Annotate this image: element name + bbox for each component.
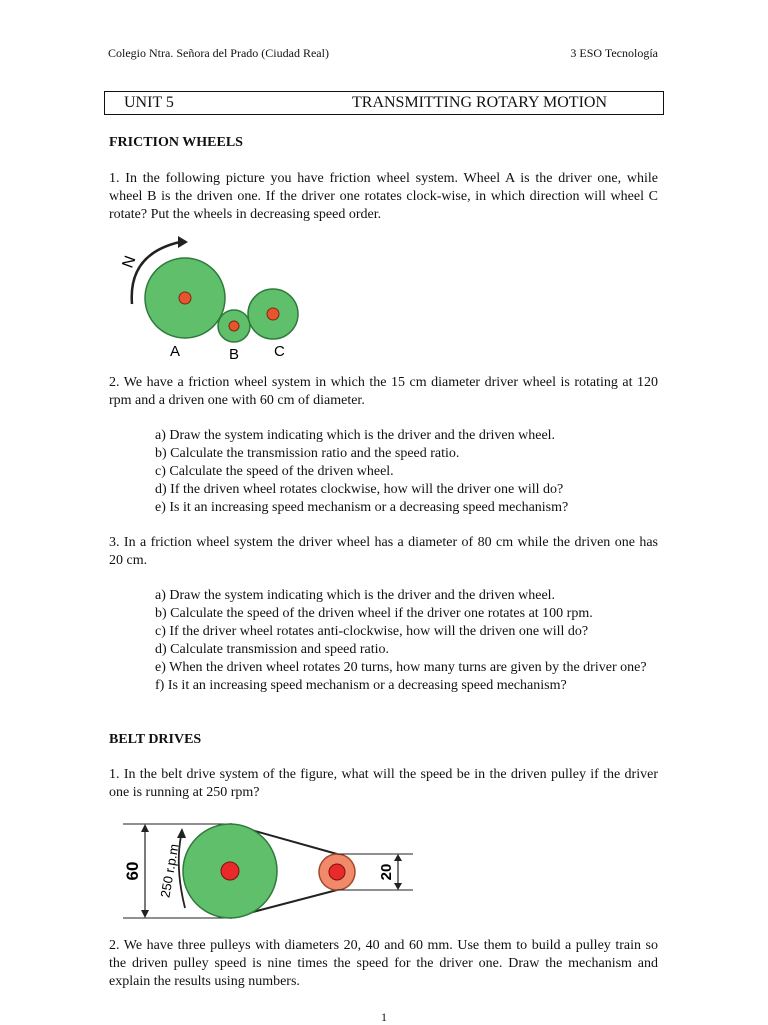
q2-item-b: b) Calculate the transmission ratio and the speed ratio. bbox=[155, 446, 460, 461]
q2-item-c: c) Calculate the speed of the driven wheel. bbox=[155, 464, 394, 479]
section-friction-wheels: FRICTION WHEELS bbox=[109, 135, 243, 150]
title-box bbox=[104, 91, 664, 115]
driver-pulley-hub bbox=[221, 862, 239, 880]
label-a: A bbox=[170, 343, 181, 360]
friction-question-3-items bbox=[155, 587, 658, 695]
wheel-a-hub bbox=[179, 292, 191, 304]
friction-wheels-figure bbox=[110, 234, 310, 364]
speed-arrowhead-icon bbox=[177, 828, 186, 838]
q3-item-e: e) When the driven wheel rotates 20 turns, how many turns are given by the driver one? bbox=[155, 660, 647, 675]
speed-label: 250 r.p.m bbox=[157, 842, 182, 899]
unit-label: UNIT 5 bbox=[124, 94, 174, 111]
page-number: 1 bbox=[381, 1010, 387, 1024]
friction-question-2: 2. We have a friction wheel system in which the 15 cm diameter driver wheel is rotating at 120 rpm and a driven one with 60 cm of diameter. bbox=[109, 375, 658, 408]
wheel-b-hub bbox=[229, 321, 239, 331]
unit-topic: TRANSMITTING ROTARY MOTION bbox=[352, 94, 608, 111]
q2-item-e: e) Is it an increasing speed mechanism or a decreasing speed mechanism? bbox=[155, 500, 569, 515]
belt-question-1: 1. In the belt drive system of the figure, what will the speed be in the driven pulley if the driver one is running at 250 rpm? bbox=[109, 767, 658, 800]
big-pulley-dimension: 60 bbox=[123, 861, 142, 881]
belt-question-2: 2. We have three pulleys with diameters 20, 40 and 60 mm. Use them to build a pulley train so the driven pulley speed is nine times the speed for the driver one. Draw the mechanism and explain the results using numbers. bbox=[109, 938, 658, 989]
driven-pulley-hub bbox=[329, 864, 345, 880]
friction-question-3: 3. In a friction wheel system the driver wheel has a diameter of 80 cm while the driven one has 20 cm. bbox=[109, 535, 658, 568]
q3-item-b: b) Calculate the speed of the driven wheel if the driver one rotates at 100 rpm. bbox=[155, 606, 593, 621]
wheel-c-hub bbox=[267, 308, 279, 320]
q3-item-f: f) Is it an increasing speed mechanism or a decreasing speed mechanism? bbox=[155, 678, 567, 693]
q3-item-c: c) If the driver wheel rotates anti-clockwise, how will the driven one will do? bbox=[155, 624, 589, 639]
q3-item-a: a) Draw the system indicating which is the driver and the driven wheel. bbox=[155, 588, 556, 603]
section-belt-drives: BELT DRIVES bbox=[109, 732, 202, 747]
label-b: B bbox=[229, 346, 240, 363]
q2-item-a: a) Draw the system indicating which is the driver and the driven wheel. bbox=[155, 428, 556, 443]
header-course: 3 ESO Tecnología bbox=[570, 46, 658, 60]
belt-drive-figure bbox=[115, 818, 420, 928]
q3-item-d: d) Calculate transmission and speed ratio. bbox=[155, 642, 390, 657]
friction-question-1: 1. In the following picture you have friction wheel system. Wheel A is the driver one, while wheel B is the driven one. If the driver one rotates clock-wise, in which direction will wheel C rotate? Put the wheels in decreasing speed order. bbox=[109, 171, 658, 222]
rotation-label: N bbox=[119, 253, 140, 271]
label-c: C bbox=[274, 343, 285, 360]
rotation-arrowhead-icon bbox=[178, 236, 188, 248]
q2-item-d: d) If the driven wheel rotates clockwise, how will the driver one will do? bbox=[155, 482, 564, 497]
friction-question-2-items bbox=[155, 427, 658, 517]
header-school: Colegio Ntra. Señora del Prado (Ciudad Real) bbox=[108, 46, 329, 60]
small-pulley-dimension: 20 bbox=[378, 863, 395, 881]
